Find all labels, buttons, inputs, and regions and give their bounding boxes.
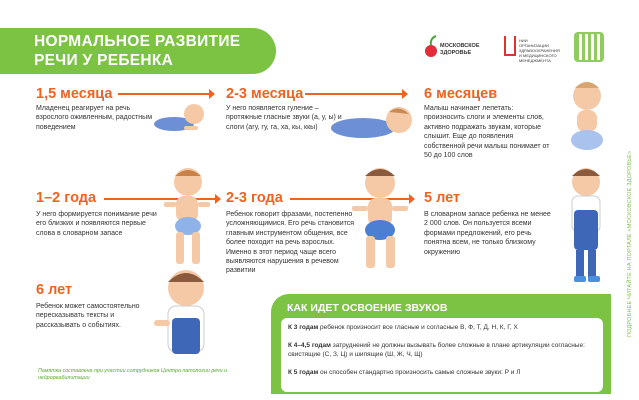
apple-icon: [424, 34, 438, 60]
sound-line-3: [288, 369, 600, 378]
stage-age-6: 5 лет: [424, 190, 461, 206]
stage-text-5: Ребенок говорит фразами, постепенно усложняющимися. Его речь становится главным инструментом общения, все более походит на речь взрослых. Именно в этот период чаще всего выявляются нарушения в речевом развитии: [226, 211, 355, 275]
stage-text-6: В словарном запасе ребенка не менее 2 000 слов. Он пользуется всеми формами предложений, его речь понятна всем, не только близкому окружению: [424, 211, 551, 256]
child-5-years-illustration: [560, 166, 612, 288]
sound-line-2: [288, 342, 600, 359]
sound-line-2-text: затруднений не должны вызывать более сложные в плане артикуляции согласные: свистящие (С, З, Ц) и шипящие (Ш, Ж, Ч, Щ): [288, 342, 585, 358]
logos: [420, 30, 610, 70]
moscow-health-text: МОСКОВСКОЕ ЗДОРОВЬЕ: [440, 43, 480, 56]
footnote: Памятка составлена при участии сотрудников Центра патологии речи и нейрореабилитации: [38, 368, 228, 381]
stage-age-2: 2-3 месяца: [226, 86, 304, 102]
niiz-logo: [504, 34, 580, 68]
sound-line-2-bold: К 4–4,5 годам: [288, 342, 331, 349]
stage-text-3: Малыш начинает лепетать: произносить слоги и элементы слов, активно подражать звукам, которые слышит. Еще до появления собственной речи малыш понимает от 50 до 100 слов: [424, 105, 550, 160]
stage-age-7: 6 лет: [36, 282, 73, 298]
stage-text-1: Младенец реагирует на речь взрослого оживленным, радостным поведением: [36, 105, 153, 131]
baby-tummy-illustration: [325, 102, 415, 142]
arrow-right-icon: [305, 93, 403, 95]
sound-line-1-text: ребенок произносит все гласные и согласные В, Ф, Т, Д, Н, К, Г, Х: [318, 324, 518, 331]
niiz-mark-icon: [504, 36, 516, 56]
toddler-walking-illustration: [162, 166, 214, 276]
sound-line-3-bold: К 5 годам: [288, 369, 319, 376]
stage-text-7: Ребенок может самостоятельно пересказывать тексты и рассказывать о событиях.: [36, 303, 140, 329]
baby-lying-illustration: [150, 94, 210, 136]
stage-age-3: 6 месяцев: [424, 86, 498, 102]
baby-sitting-illustration: [565, 78, 611, 158]
side-portal-text: ПОДРОБНЕЕ ЧИТАЙТЕ НА ПОРТАЛЕ «МОСКОВСКОЕ ЗДОРОВЬЕ»: [627, 150, 633, 337]
sound-line-1: [288, 324, 600, 333]
sound-line-3-text: он способен стандартно произносить самые сложные звуки: Р и Л: [318, 369, 521, 376]
sound-line-1-bold: К 3 годам: [288, 324, 319, 331]
stage-age-5: 2-3 года: [226, 190, 283, 206]
stage-text-4: У него формируется понимание речи его близких и появляются первые слова в словарном запасе: [36, 211, 157, 237]
page-title: НОРМАЛЬНОЕ РАЗВИТИЕ РЕЧИ У РЕБЕНКА: [34, 33, 241, 69]
stage-age-1: 1,5 месяца: [36, 86, 113, 102]
moscow-health-logo: [420, 34, 498, 68]
stage-age-4: 1–2 года: [36, 190, 97, 206]
qr-code-icon[interactable]: [574, 32, 604, 62]
child-6-years-illustration: [150, 266, 220, 356]
stage-text-2: У него появляется гуление – протяжные гласные звуки (а, у, ы) и слоги (агу, гу, га, ха, кы, ккы): [226, 105, 342, 131]
sounds-title: КАК ИДЕТ ОСВОЕНИЕ ЗВУКОВ: [287, 302, 448, 314]
niiz-text: НИИ ОРГАНИЗАЦИИ ЗДРАВООХРАНЕНИЯ И МЕДИЦИНСКОГО МЕНЕДЖМЕНТА: [519, 38, 560, 63]
toddler-2-3-illustration: [350, 166, 412, 278]
